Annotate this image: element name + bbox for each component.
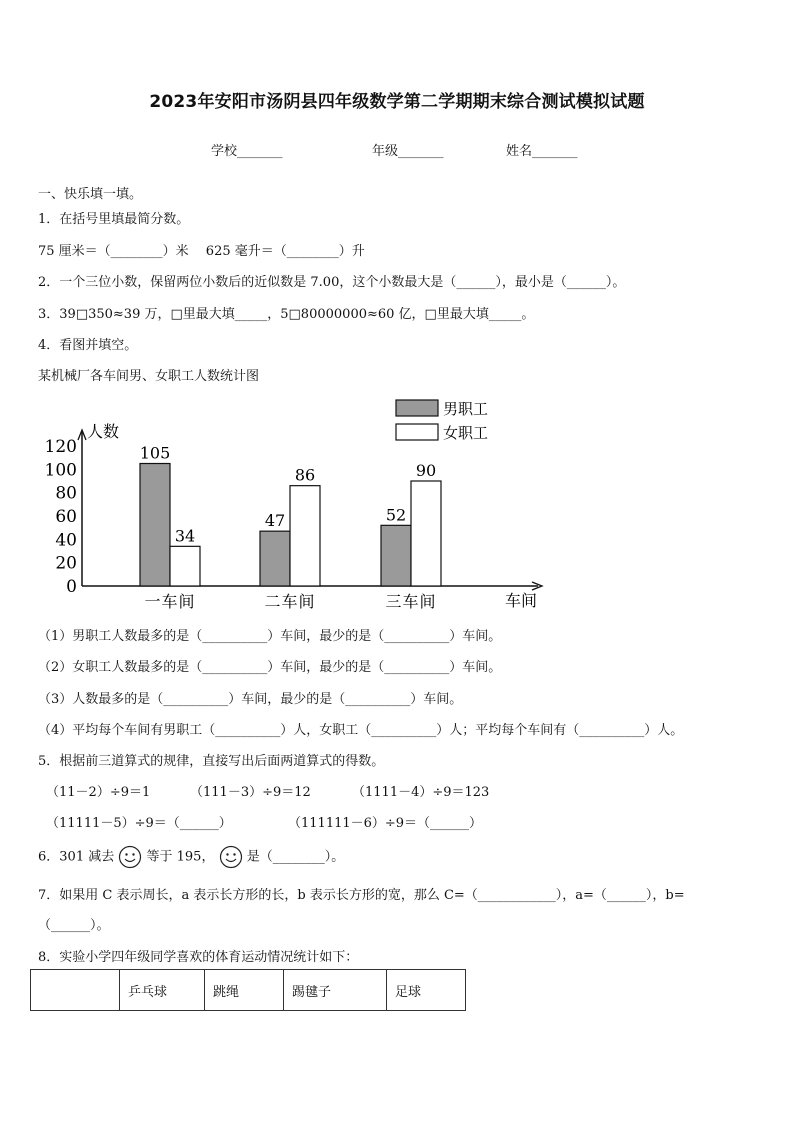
legend-label: 女职工 [443,424,489,442]
q5-expr-2: （111－3）÷9＝12 [190,785,311,800]
question-4-1: （1）男职工人数最多的是（__________）车间，最少的是（__________）车间。 [38,629,502,644]
data-label: 34 [174,526,196,546]
table-cell: 跳绳 [205,970,284,1011]
question-3: 3．39□350≈39 万，□里最大填_____，5□80000000≈60 亿，□里最大填_____。 [38,307,535,322]
q5-expr-4: （11111－5）÷9＝（______） [46,816,232,831]
question-1: 1．在括号里填最简分数。 [38,212,190,227]
y-tick-label: 0 [66,577,77,597]
data-label: 90 [415,461,437,480]
legend-label: 男职工 [443,400,489,418]
sports-table [30,969,466,1011]
section-heading: 一、快乐填一填。 [38,187,143,202]
question-4: 4．看图并填空。 [38,338,138,353]
bar [411,481,441,586]
question-6 [38,845,344,869]
legend-swatch [396,424,438,440]
table-cell: 乒乓球 [120,970,205,1011]
q6-middle: 等于 195， [146,849,215,865]
x-tick-label: 二车间 [264,592,316,611]
table-cell: 踢毽子 [284,970,387,1011]
question-1-items: 75 厘米＝（________）米 625 毫升＝（________）升 [38,244,365,259]
data-label: 86 [294,465,316,485]
data-label: 47 [264,511,286,531]
bar [381,525,411,586]
x-tick-label: 三车间 [385,592,437,611]
bar [260,531,290,586]
question-5: 5．根据前三道算式的规律，直接写出后面两道算式的得数。 [38,754,385,769]
smiley-face-icon [118,845,142,869]
y-tick-label: 100 [44,460,77,481]
y-tick-label: 120 [44,437,77,457]
q5-expr-1: （11－2）÷9＝1 [46,785,151,800]
y-tick-label: 60 [55,507,77,527]
q5-expr-5: （111111－6）÷9＝（______） [288,816,483,831]
y-axis-label: 人数 [87,422,120,441]
question-7: 7．如果用 C 表示周长，a 表示长方形的长，b 表示长方形的宽，那么 C=（____________），a=（______），b= [38,888,685,903]
bar-chart [38,390,558,620]
name-field: 姓名_______ [506,144,578,159]
data-label: 105 [139,443,171,463]
question-2: 2．一个三位小数，保留两位小数后的近似数是 7.00，这个小数最大是（______），最小是（______）。 [38,275,626,290]
smiley-face-icon [219,845,243,869]
q5-expr-3: （1111－4）÷9＝123 [352,785,490,800]
question-7-cont: （______）。 [38,918,110,933]
bar [140,464,170,587]
y-tick-label: 20 [55,553,77,574]
table-cell: 足球 [387,970,466,1011]
y-tick-label: 80 [55,483,77,504]
grade-field: 年级_______ [372,144,444,159]
question-8: 8．实验小学四年级同学喜欢的体育运动情况统计如下： [38,950,359,965]
question-4-4: （4）平均每个车间有男职工（__________）人，女职工（__________）人；平均每个车间有（__________）人。 [38,723,684,738]
legend-swatch [396,400,438,416]
table-row [31,970,466,1011]
chart-caption: 某机械厂各车间男、女职工人数统计图 [38,369,260,384]
bar [290,486,320,586]
question-4-2: （2）女职工人数最多的是（__________）车间，最少的是（__________）车间。 [38,660,502,675]
bar [170,546,200,586]
page-title: 2023年安阳市汤阴县四年级数学第二学期期末综合测试模拟试题 [149,92,645,112]
q6-suffix: 是（________）。 [246,849,345,865]
school-field: 学校_______ [211,144,283,159]
data-label: 52 [385,505,407,525]
table-cell [31,970,120,1011]
x-tick-label: 一车间 [144,592,196,611]
y-tick-label: 40 [55,530,77,551]
x-axis-label: 车间 [504,591,538,610]
q6-prefix: 6．301 减去 [38,849,115,865]
question-4-3: （3）人数最多的是（__________）车间，最少的是（__________）车间。 [38,692,463,707]
